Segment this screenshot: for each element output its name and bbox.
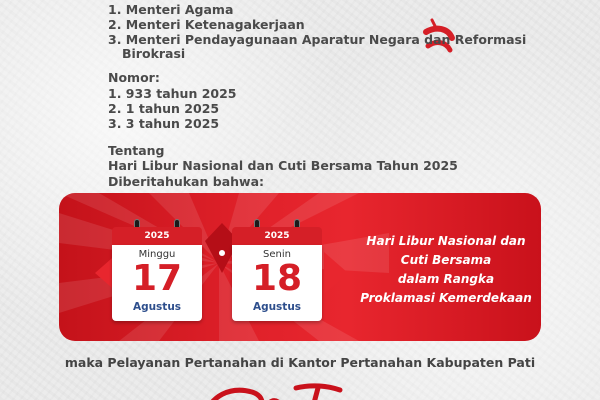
right-arrow-icon bbox=[324, 252, 348, 294]
calendar-body bbox=[112, 245, 202, 321]
banner-title-line-1: Hari Libur Nasional dan bbox=[366, 234, 526, 248]
tentang-subject: Hari Libur Nasional dan Cuti Bersama Tahun 2025 bbox=[108, 158, 458, 173]
menteri-item-2: 2. Menteri Ketenagakerjaan bbox=[108, 17, 305, 32]
calendar-date: 17 bbox=[131, 258, 183, 299]
calendar-day: Minggu bbox=[138, 249, 176, 260]
nomor-item-1: 1. 933 tahun 2025 bbox=[108, 86, 237, 101]
calendar-card-18 bbox=[232, 219, 322, 319]
calendar-year: 2025 bbox=[232, 227, 322, 245]
banner-title-line-3: dalam Rangka bbox=[397, 272, 495, 286]
calendar-date: 18 bbox=[251, 258, 303, 299]
menteri-item-1: 1. Menteri Agama bbox=[108, 2, 234, 17]
calendar-month: Agustus bbox=[252, 301, 302, 313]
calendar-month: Agustus bbox=[132, 301, 182, 313]
banner-title-line-2: Cuti Bersama bbox=[400, 253, 492, 267]
menteri-item-3-cont: Birokrasi bbox=[122, 46, 186, 61]
banner-title bbox=[358, 232, 534, 308]
nomor-item-3: 3. 3 tahun 2025 bbox=[108, 116, 220, 131]
calendar-day: Senin bbox=[263, 249, 291, 260]
calendar-body bbox=[232, 245, 322, 321]
tentang-heading: Tentang bbox=[108, 143, 165, 158]
nomor-heading: Nomor: bbox=[108, 70, 160, 85]
footer-text: maka Pelayanan Pertanahan di Kantor Pertanahan Kabupaten Pati bbox=[64, 355, 536, 370]
calendar-year: 2025 bbox=[112, 227, 202, 245]
nomor-item-2: 2. 1 tahun 2025 bbox=[108, 101, 220, 116]
notice-text: Diberitahukan bahwa: bbox=[108, 174, 265, 189]
menteri-item-3: 3. Menteri Pendayagunaan Aparatur Negara dan Reformasi bbox=[108, 32, 527, 47]
cursive-script-decoration bbox=[200, 378, 400, 400]
calendar-card-17 bbox=[112, 219, 202, 319]
banner-title-line-4: Proklamasi Kemerdekaan bbox=[360, 291, 532, 305]
